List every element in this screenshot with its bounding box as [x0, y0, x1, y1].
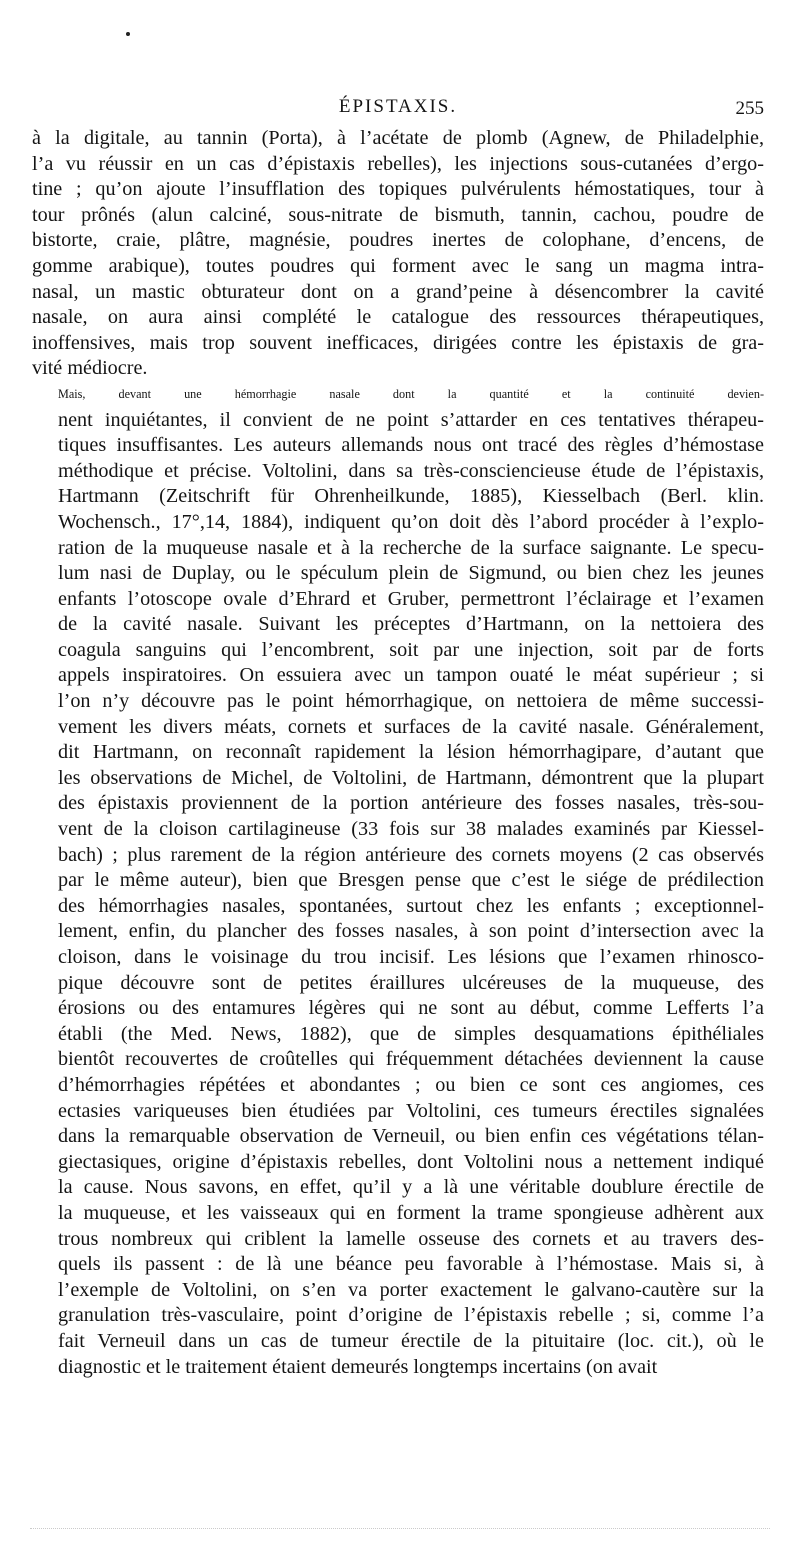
- text-line: giectasiques, origine d’épistaxis rebelles, dont Voltolini nous a nettement indiqué: [58, 1150, 764, 1173]
- page-number: 255: [735, 98, 764, 119]
- text-line: granulation très-vasculaire, point d’origine de l’épistaxis rebelle ; si, comme l’a: [58, 1304, 764, 1327]
- text-line: nent inquiétantes, il convient de ne point s’attarder en ces tentatives thérapeu-: [58, 408, 764, 431]
- text-line: l’on n’y découvre pas le point hémorrhagique, on nettoiera de même successi-: [58, 690, 764, 713]
- text-line: d’hémorrhagies répétées et abondantes ; ou bien ce sont ces angiomes, ces: [58, 1073, 764, 1096]
- scan-artifact-line: [30, 1522, 770, 1529]
- text-line: l’exemple de Voltolini, on s’en va porter exactement le galvano-cautère sur la: [58, 1278, 764, 1301]
- text-line: les observations de Michel, de Voltolini, de Hartmann, démontrent que la plupart: [58, 766, 764, 789]
- running-title: ÉPISTAXIS.: [338, 96, 458, 117]
- text-line: Hartmann (Zeitschrift für Ohrenheilkunde, 1885), Kiesselbach (Berl. klin.: [58, 485, 764, 508]
- text-line: cloison, dans le voisinage du trou incisif. Les lésions que l’examen rhinosco-: [58, 946, 764, 968]
- text-line: ectasies variqueuses bien étudiées par Voltolini, ces tumeurs érectiles signalées: [58, 1099, 764, 1122]
- text-line: vement les divers méats, cornets et surfaces de la cavité nasale. Généralement,: [58, 715, 764, 738]
- text-line: vité médiocre.: [32, 357, 148, 380]
- text-line: des hémorrhagies nasales, spontanées, surtout chez les enfants ; exceptionnel-: [58, 894, 764, 917]
- text-line: lum nasi de Duplay, ou le spéculum plein de Sigmund, ou bien chez les jeunes: [58, 562, 764, 585]
- text-line: méthodique et précise. Voltolini, dans sa très-consciencieuse étude de l’épistaxis,: [58, 459, 764, 482]
- text-line: la cause. Nous savons, en effet, qu’il y a là une véritable doublure érectile de: [58, 1176, 764, 1199]
- text-line: ration de la muqueuse nasale et à la recherche de la surface saignante. Le specu-: [58, 536, 764, 559]
- text-line: par le même auteur), bien que Bresgen pense que c’est le siége de prédilection: [58, 869, 764, 892]
- text-line: appels inspiratoires. On essuiera avec un tampon ouaté le méat supérieur ; si: [58, 664, 764, 687]
- text-line: nasale, on aura ainsi complété le catalogue des ressources thérapeutiques,: [32, 306, 764, 329]
- text-line: la muqueuse, et les vaisseaux qui en forment la trame spongieuse adhèrent aux: [58, 1201, 764, 1224]
- text-line: tiques insuffisantes. Les auteurs allemands nous ont tracé des règles d’hémostase: [58, 434, 764, 457]
- text-line: à la digitale, au tannin (Porta), à l’acétate de plomb (Agnew, de Philadelphie,: [32, 127, 764, 149]
- paragraph-p1: [32, 126, 764, 382]
- text-line: nasal, un mastic obturateur dont on a grand’peine à désencombrer la cavité: [32, 280, 764, 303]
- text-line: tour prônés (alun calciné, sous-nitrate de bismuth, tannin, cachou, poudre de: [32, 203, 764, 226]
- text-line: coagula sanguins qui l’encombrent, soit par une injection, soit par de forts: [58, 638, 764, 661]
- text-line: dans la remarquable observation de Verneuil, ou bien enfin ces végétations télan-: [58, 1125, 764, 1148]
- text-line: pique découvre sont de petites éraillures ulcéreuses de la muqueuse, des: [58, 971, 764, 994]
- text-line: dit Hartmann, on reconnaît rapidement la lésion hémorrhagipare, d’autant que: [58, 741, 764, 764]
- text-line: trous nombreux qui criblent la lamelle osseuse des cornets et au travers des-: [58, 1227, 764, 1250]
- text-line: des épistaxis proviennent de la portion antérieure des fosses nasales, très-sou-: [58, 792, 764, 815]
- text-line: établi (the Med. News, 1882), que de simples desquamations épithéliales: [58, 1022, 764, 1045]
- body-text: [32, 126, 764, 1380]
- page-header: [32, 96, 764, 126]
- paragraph-p2: [32, 382, 764, 1380]
- text-line: bach) ; plus rarement de la région antérieure des cornets moyens (2 cas observés: [58, 843, 764, 866]
- text-line: bistorte, craie, plâtre, magnésie, poudres inertes de colophane, d’encens, de: [32, 229, 764, 252]
- text-line: Wochensch., 17°,14, 1884), indiquent qu’on doit dès l’abord procéder à l’explo-: [58, 510, 764, 533]
- text-line: diagnostic et le traitement étaient demeurés longtemps incertains (on avait: [58, 1355, 658, 1378]
- text-line: vent de la cloison cartilagineuse (33 fois sur 38 malades examinés par Kiessel-: [58, 818, 764, 841]
- text-line: quels ils passent : de là une béance peu favorable à l’hémostase. Mais si, à: [58, 1253, 764, 1276]
- text-line: tine ; qu’on ajoute l’insufflation des topiques pulvérulents hémostatiques, tour à: [32, 178, 764, 201]
- ink-speck: [126, 32, 130, 36]
- text-line: lement, enfin, du plancher des fosses nasales, à son point d’intersection avec la: [58, 920, 764, 943]
- text-line: de la cavité nasale. Suivant les préceptes d’Hartmann, on la nettoiera des: [58, 613, 764, 636]
- text-line: bientôt recouvertes de croûtelles qui fréquemment détachées deviennent la cause: [58, 1048, 764, 1071]
- text-line: Mais, devant une hémorrhagie nasale dont la quantité et la continuité devien-: [58, 386, 764, 401]
- text-line: enfants l’otoscope ovale d’Ehrard et Gruber, permettront l’éclairage et l’examen: [58, 587, 764, 610]
- text-line: gomme arabique), toutes poudres qui forment avec le sang un magma intra-: [32, 254, 764, 277]
- text-line: fait Verneuil dans un cas de tumeur érectile de la pituitaire (loc. cit.), où le: [58, 1329, 764, 1352]
- text-line: érosions ou des entamures légères qui ne sont au début, comme Lefferts l’a: [58, 997, 764, 1020]
- text-line: l’a vu réussir en un cas d’épistaxis rebelles), les injections sous-cutanées d’ergo-: [32, 152, 764, 175]
- text-line: inoffensives, mais trop souvent inefficaces, dirigées contre les épistaxis de gra-: [32, 331, 764, 354]
